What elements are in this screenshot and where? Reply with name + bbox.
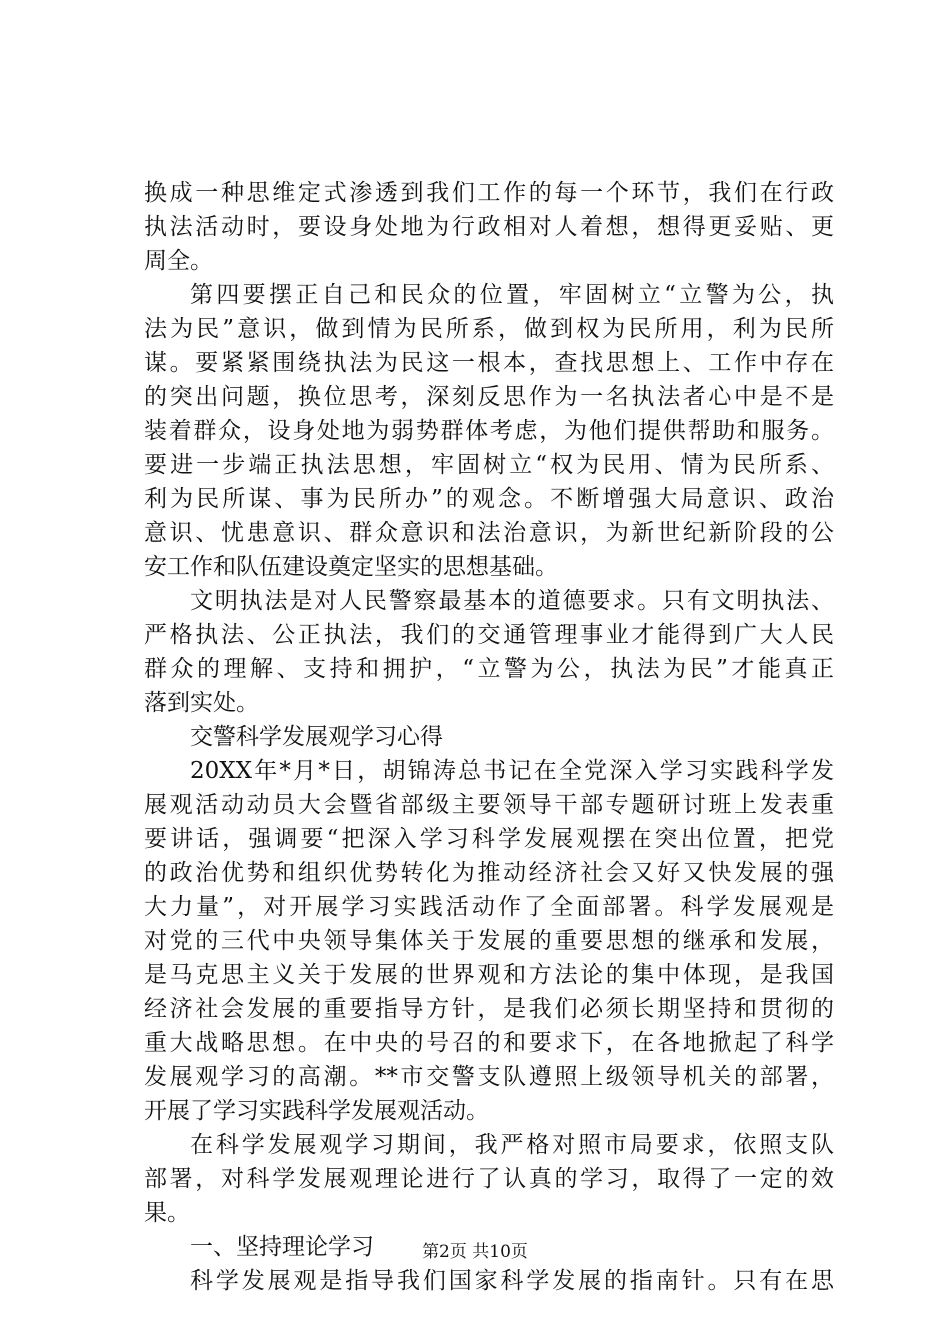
text-line: 果。 xyxy=(144,1200,190,1226)
text-line: 大力量”，对开展学习实践活动作了全面部署。科学发展观是 xyxy=(144,894,834,920)
section-title: 交警科学发展观学习心得 xyxy=(190,724,443,750)
text-line: 展观活动动员大会暨省部级主要领导干部专题研讨班上发表重 xyxy=(144,792,834,818)
text-line: 部署，对科学发展观理论进行了认真的学习，取得了一定的效 xyxy=(144,1166,834,1192)
text-line: 对党的三代中央领导集体关于发展的重要思想的继承和发展， xyxy=(144,928,834,954)
text-line: 换成一种思维定式渗透到我们工作的每一个环节，我们在行政 xyxy=(144,180,834,206)
text-line: 开展了学习实践科学发展观活动。 xyxy=(144,1098,489,1124)
paragraph-first-line: 20XX年*月*日，胡锦涛总书记在全党深入学习实践科学发 xyxy=(190,758,834,784)
text-line: 要讲话，强调要“把深入学习科学发展观摆在突出位置，把党 xyxy=(144,826,834,852)
text-line: 要进一步端正执法思想，牢固树立“权为民用、情为民所系、 xyxy=(144,452,834,478)
paragraph-first-line: 第四要摆正自己和民众的位置，牢固树立“立警为公，执 xyxy=(190,282,834,308)
text-line: 法为民”意识，做到情为民所系，做到权为民所用，利为民所 xyxy=(144,316,834,342)
text-line: 的政治优势和组织优势转化为推动经济社会又好又快发展的强 xyxy=(144,860,834,886)
text-line: 群众的理解、支持和拥护，“立警为公，执法为民”才能真正 xyxy=(144,656,834,682)
text-line: 是马克思主义关于发展的世界观和方法论的集中体现，是我国 xyxy=(144,962,834,988)
text-line: 严格执法、公正执法，我们的交通管理事业才能得到广大人民 xyxy=(144,622,834,648)
text-line: 发展观学习的高潮。**市交警支队遵照上级领导机关的部署， xyxy=(144,1064,834,1090)
text-line: 重大战略思想。在中央的号召的和要求下，在各地掀起了科学 xyxy=(144,1030,834,1056)
text-line: 执法活动时，要设身处地为行政相对人着想，想得更妥贴、更 xyxy=(144,214,834,240)
text-line: 周全。 xyxy=(144,248,213,274)
paragraph-first-line: 科学发展观是指导我们国家科学发展的指南针。只有在思 xyxy=(190,1268,834,1294)
page-number-footer: 第2页 共10页 xyxy=(422,1242,528,1262)
text-line: 谋。要紧紧围绕执法为民这一根本，查找思想上、工作中存在 xyxy=(144,350,834,376)
text-line: 落到实处。 xyxy=(144,690,259,716)
text-line: 意识、忧患意识、群众意识和法治意识，为新世纪新阶段的公 xyxy=(144,520,834,546)
text-line: 的突出问题，换位思考，深刻反思作为一名执法者心中是不是 xyxy=(144,384,834,410)
text-line: 经济社会发展的重要指导方针，是我们必须长期坚持和贯彻的 xyxy=(144,996,834,1022)
paragraph-first-line: 在科学发展观学习期间，我严格对照市局要求，依照支队 xyxy=(190,1132,834,1158)
text-line: 利为民所谋、事为民所办”的观念。不断增强大局意识、政治 xyxy=(144,486,834,512)
text-line: 安工作和队伍建设奠定坚实的思想基础。 xyxy=(144,554,558,580)
text-line: 装着群众，设身处地为弱势群体考虑，为他们提供帮助和服务。 xyxy=(144,418,834,444)
paragraph-first-line: 文明执法是对人民警察最基本的道德要求。只有文明执法、 xyxy=(190,588,834,614)
section-heading: 一、坚持理论学习 xyxy=(190,1234,374,1260)
